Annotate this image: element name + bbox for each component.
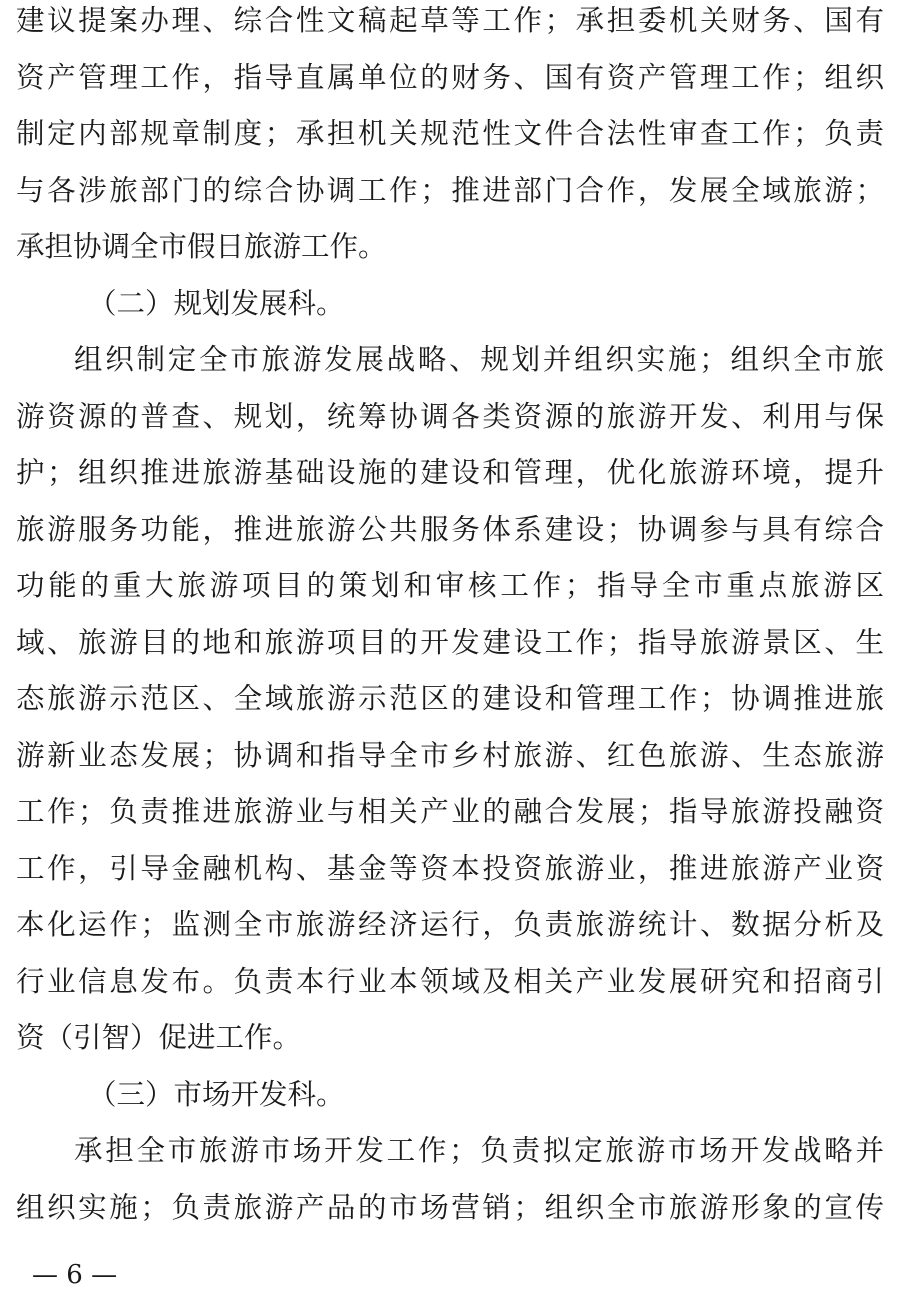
text-line: 制定内部规章制度；承担机关规范性文件合法性审查工作；负责 xyxy=(16,117,884,150)
heading-text: （三）市场开发科。 xyxy=(88,1077,345,1111)
paragraph-planning xyxy=(16,339,884,1074)
text-line: 游新业态发展；协调和指导全市乡村旅游、红色旅游、生态旅游 xyxy=(16,738,884,772)
text-line: 与各涉旅部门的综合协调工作；推进部门合作，发展全域旅游； xyxy=(16,173,884,207)
text-line: 本化运作；监测全市旅游经济运行，负责旅游统计、数据分析及 xyxy=(16,908,884,941)
document-page xyxy=(16,0,884,1243)
text-line: 行业信息发布。负责本行业本领域及相关产业发展研究和招商引 xyxy=(16,964,884,998)
text-line: 资（引智）促进工作。 xyxy=(16,1021,302,1054)
text-line: 护；组织推进旅游基础设施的建设和管理，优化旅游环境，提升 xyxy=(16,456,884,489)
section-heading-market xyxy=(16,1074,884,1131)
text-line: 承担协调全市假日旅游工作。 xyxy=(16,230,387,263)
paragraph-continuation xyxy=(16,0,884,283)
page-number: — 6 — xyxy=(32,1260,118,1290)
text-line: 承担全市旅游市场开发工作；负责拟定旅游市场开发战略并 xyxy=(74,1134,884,1167)
text-line: 旅游服务功能，推进旅游公共服务体系建设；协调参与具有综合 xyxy=(16,512,884,546)
text-line: 建议提案办理、综合性文稿起草等工作；承担委机关财务、国有 xyxy=(16,4,884,37)
text-line: 态旅游示范区、全域旅游示范区的建设和管理工作；协调推进旅 xyxy=(16,682,884,715)
text-line: 组织制定全市旅游发展战略、规划并组织实施；组织全市旅 xyxy=(74,343,884,376)
text-line: 游资源的普查、规划，统筹协调各类资源的旅游开发、利用与保 xyxy=(16,399,884,433)
text-line: 功能的重大旅游项目的策划和审核工作；指导全市重点旅游区 xyxy=(16,569,884,602)
text-line: 域、旅游目的地和旅游项目的开发建设工作；指导旅游景区、生 xyxy=(16,625,884,659)
text-line: 组织实施；负责旅游产品的市场营销；组织全市旅游形象的宣传 xyxy=(16,1190,884,1224)
text-line: 工作；负责推进旅游业与相关产业的融合发展；指导旅游投融资 xyxy=(16,795,884,828)
paragraph-market xyxy=(16,1130,884,1243)
heading-text: （二）规划发展科。 xyxy=(88,286,345,320)
text-line: 工作，引导金融机构、基金等资本投资旅游业，推进旅游产业资 xyxy=(16,851,884,885)
text-line: 资产管理工作，指导直属单位的财务、国有资产管理工作；组织 xyxy=(16,60,884,94)
section-heading-planning xyxy=(16,283,884,340)
